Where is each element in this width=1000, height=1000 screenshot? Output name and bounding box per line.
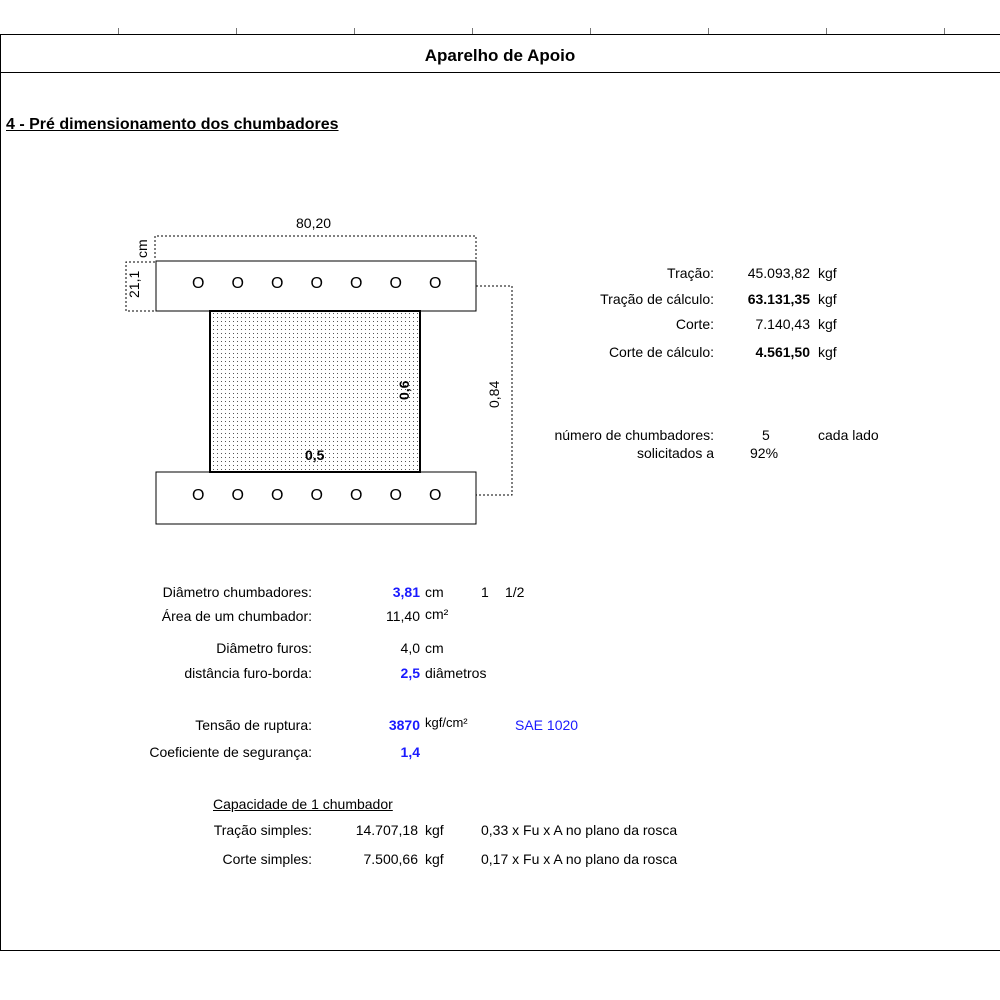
tracao-value: 45.093,82 [747,265,810,281]
diametro-label: Diâmetro chumbadores: [162,584,312,600]
bolt-symbol: O [271,275,284,292]
bolt-symbol: O [231,275,244,292]
bolt-symbol: O [271,487,284,504]
bolt-symbol: O [429,487,442,504]
material-label: SAE 1020 [515,717,579,733]
diametro-furos-label: Diâmetro furos: [216,640,312,656]
width-dimension-line [155,236,476,261]
tracao-calculo-label: Tração de cálculo: [600,291,714,307]
diametro-extra-2: 1/2 [505,584,525,600]
num-chumbadores-label: número de chumbadores: [554,427,714,443]
corte-calculo-label: Corte de cálculo: [608,344,714,360]
distancia-value: 2,5 [400,665,420,681]
solicitados-label: solicitados a [636,445,714,461]
corte-unit: kgf [818,316,837,332]
pad-width-label: 0,5 [305,447,325,463]
tensao-label: Tensão de ruptura: [195,717,312,733]
area-value: 11,40 [386,608,420,624]
num-chumbadores-value: 5 [762,427,770,443]
bolt-symbol: O [310,275,323,292]
corte-value: 7.140,43 [755,316,810,332]
bolt-symbol: O [429,275,442,292]
distancia-unit: diâmetros [425,665,487,681]
pad-height-label: 0,6 [396,380,412,400]
capacity-tracao-label: Tração simples: [213,822,312,838]
tensao-value: 3870 [388,717,420,733]
bolt-symbol: O [389,275,402,292]
bolt-symbol: O [310,487,323,504]
capacity-corte-value: 7.500,66 [363,851,418,867]
bolt-symbol: O [192,487,205,504]
bolt-symbol: O [350,487,363,504]
bolt-symbol: O [389,487,402,504]
diametro-value: 3,81 [392,584,420,600]
page-title: Aparelho de Apoio [424,46,576,65]
tracao-unit: kgf [818,265,837,281]
width-dimension-label: 80,20 [296,215,332,231]
corte-calculo-value: 4.561,50 [755,344,810,360]
bolt-symbol: O [192,275,205,292]
area-label: Área de um chumbador: [161,608,312,624]
corte-calculo-unit: kgf [818,344,837,360]
height-dimension-label: 21,1 [126,270,142,298]
capacity-tracao-unit: kgf [425,822,444,838]
section-title: 4 - Pré dimensionamento dos chumbadores [6,116,339,133]
bolt-symbol: O [350,275,363,292]
capacity-tracao-value: 14.707,18 [355,822,418,838]
coeficiente-label: Coeficiente de segurança: [149,744,312,760]
capacity-corte-formula: 0,17 x Fu x A no plano da rosca [481,851,678,867]
tracao-calculo-value: 63.131,35 [747,291,810,307]
distancia-label: distância furo-borda: [184,665,312,681]
tensao-unit: kgf/cm² [425,715,468,730]
side-dimension-label: 0,84 [486,380,502,408]
bolt-symbol: O [231,487,244,504]
num-chumbadores-note: cada lado [818,427,879,443]
tracao-label: Tração: [667,265,714,281]
diametro-furos-value: 4,0 [400,640,420,656]
coeficiente-value: 1,4 [400,744,420,760]
capacity-corte-unit: kgf [425,851,444,867]
area-unit: cm² [425,606,449,622]
diametro-unit: cm [425,584,444,600]
solicitados-value: 92% [750,445,779,461]
diametro-furos-unit: cm [425,640,444,656]
capacity-corte-label: Corte simples: [222,851,312,867]
capacity-title: Capacidade de 1 chumbador [213,796,393,812]
unit-label: cm [134,239,150,258]
tracao-calculo-unit: kgf [818,291,837,307]
diametro-extra-1: 1 [481,584,489,600]
capacity-tracao-formula: 0,33 x Fu x A no plano da rosca [481,822,678,838]
corte-label: Corte: [675,316,714,332]
